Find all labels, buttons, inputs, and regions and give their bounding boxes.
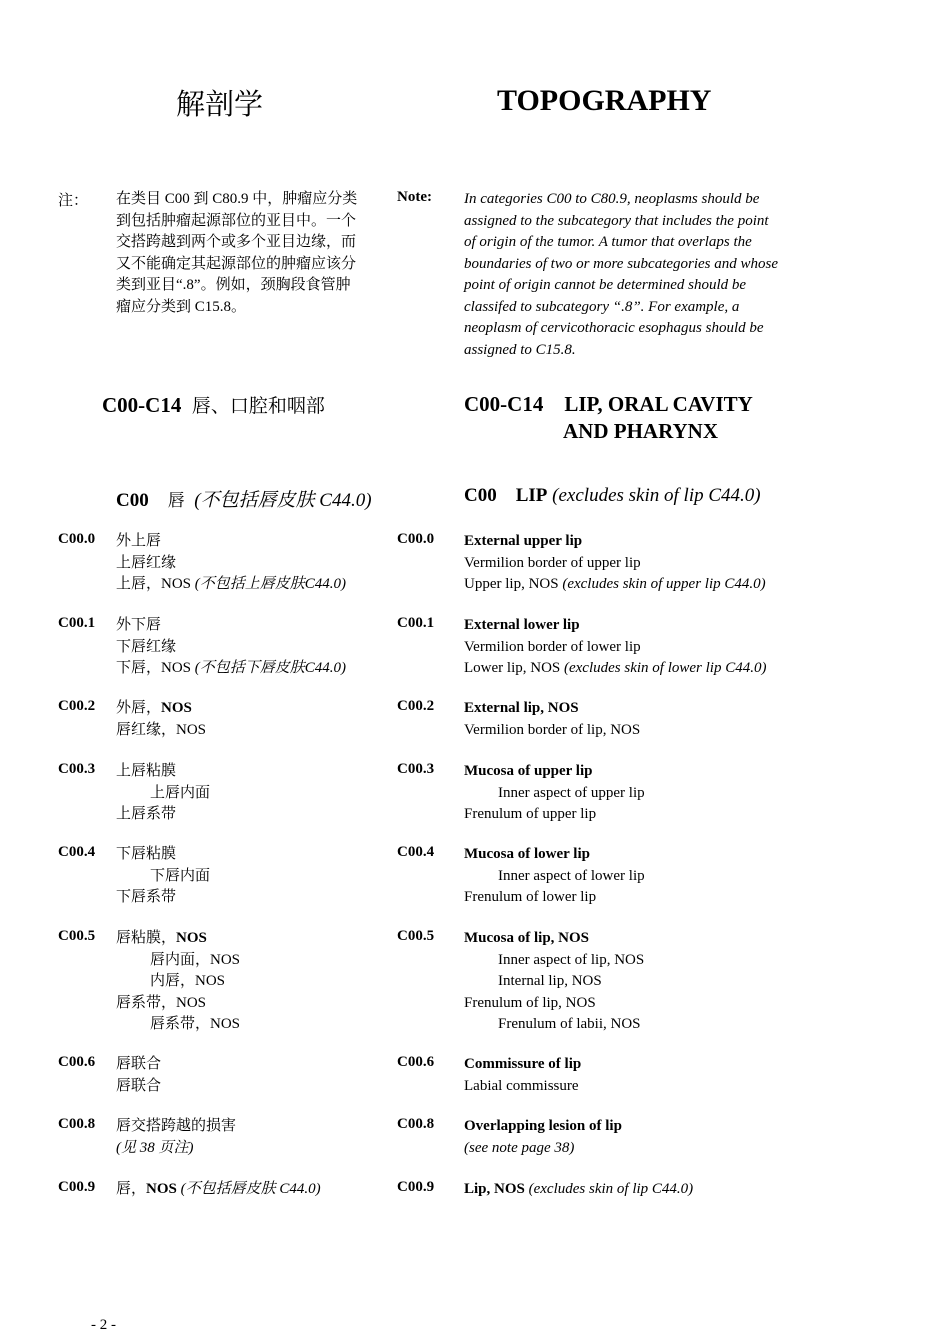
entry-text-chinese (116, 1116, 236, 1159)
section-title-english-line2: AND PHARYNX (563, 419, 718, 443)
section-code-english: C00-C14 (464, 392, 544, 416)
entry-line-english: Mucosa of upper lip (464, 763, 593, 779)
entry-line-english: Inner aspect of upper lip (498, 784, 645, 801)
entry-text-english (464, 844, 645, 909)
entry-text-english (464, 761, 645, 826)
entry-code-chinese: C00.8 (58, 1116, 96, 1132)
entry-line-english: Vermilion border of lip, NOS (464, 721, 641, 738)
entry-line-chinese: 下唇红缘 (116, 638, 177, 655)
entry-text-english (464, 531, 766, 596)
entry-line-english: Inner aspect of lip, NOS (498, 951, 645, 968)
subsection-code-chinese: C00 (116, 490, 149, 511)
entry-line-english: Mucosa of lower lip (464, 846, 590, 862)
entry-text-chinese (116, 761, 210, 826)
entry-code-chinese: C00.5 (58, 928, 96, 944)
entry-text-english (464, 615, 766, 680)
entry-text-english (464, 1116, 622, 1159)
entry-line-english: Upper lip, NOS (excludes skin of upper lip C44.0) (464, 576, 766, 592)
entry-line-chinese: 上唇红缘 (116, 554, 177, 571)
entry-line-english: Lip, NOS (excludes skin of lip C44.0) (464, 1181, 694, 1197)
entry-code-chinese: C00.0 (58, 531, 96, 547)
entry-code-chinese: C00.2 (58, 698, 96, 714)
subsection-exclusion-chinese: (不包括唇皮肤 C44.0) (194, 490, 372, 511)
entry-line-english: External lip, NOS (464, 700, 579, 716)
entry-code-chinese: C00.4 (58, 844, 96, 860)
entry-line-english: External upper lip (464, 533, 583, 549)
entry-line-english: Overlapping lesion of lip (464, 1118, 622, 1134)
entry-line-chinese: 下唇，NOS (不包括下唇皮肤C44.0) (116, 660, 347, 676)
entry-line-chinese: 唇红缘，NOS (116, 721, 207, 738)
note-label-chinese: 注： (58, 193, 89, 209)
entry-code-english: C00.3 (397, 761, 435, 777)
page-number: - 2 - (91, 1317, 116, 1333)
entry-line-chinese: 唇系带，NOS (116, 994, 207, 1011)
entry-line-chinese: 唇粘膜，NOS (116, 930, 207, 946)
entry-line-english: Lower lip, NOS (excludes skin of lower lip C44.0) (464, 660, 767, 676)
note-line-english: point of origin cannot be determined should be (464, 277, 747, 293)
entry-line-chinese: (见 38 页注) (116, 1139, 194, 1156)
entry-text-english (464, 698, 640, 741)
note-text-chinese (116, 189, 386, 318)
note-text-english (464, 189, 778, 361)
page-title-chinese: 解剖学 (176, 87, 264, 121)
entry-text-english (464, 1054, 581, 1097)
note-line-english: of origin of the tumor. A tumor that overlaps the (464, 234, 752, 250)
entry-line-chinese: 唇联合 (116, 1077, 162, 1094)
entry-code-english: C00.1 (397, 615, 435, 631)
entry-line-english: (see note page 38) (464, 1139, 575, 1156)
entry-line-english: External lower lip (464, 617, 580, 633)
entry-text-chinese (116, 698, 206, 741)
note-line-chinese: 瘤应分类到 C15.8。 (116, 298, 247, 315)
entry-line-english: Labial commissure (464, 1077, 579, 1094)
entry-code-english: C00.9 (397, 1179, 435, 1195)
section-heading-chinese (102, 391, 325, 418)
section-title-chinese: 唇、口腔和咽部 (191, 395, 325, 417)
entry-line-chinese: 唇内面，NOS (150, 951, 241, 968)
entry-code-chinese: C00.3 (58, 761, 96, 777)
entry-line-english: Frenulum of upper lip (464, 806, 597, 822)
entry-code-chinese: C00.6 (58, 1054, 96, 1070)
note-line-english: boundaries of two or more subcategories and whose (464, 255, 779, 272)
subsection-code-english: C00 (464, 485, 497, 506)
subsection-heading-chinese (116, 485, 372, 512)
entry-line-chinese: 上唇粘膜 (116, 763, 177, 779)
entry-text-english (464, 928, 644, 1036)
subsection-exclusion-english: (excludes skin of lip C44.0) (552, 485, 761, 506)
entry-line-chinese: 唇联合 (116, 1056, 162, 1072)
entry-code-english: C00.8 (397, 1116, 435, 1132)
entry-code-chinese: C00.9 (58, 1179, 96, 1195)
entry-line-english: Frenulum of lower lip (464, 889, 597, 905)
note-line-english: classifed to subcategory “.8”. For example, a (464, 298, 740, 315)
note-line-chinese: 又不能确定其起源部位的肿瘤应该分 (116, 255, 357, 272)
section-heading-english (464, 391, 753, 445)
entry-line-chinese: 唇交搭跨越的损害 (116, 1118, 237, 1134)
entry-line-english: Vermilion border of lower lip (464, 638, 641, 655)
entry-line-chinese: 下唇系带 (116, 889, 177, 905)
entry-text-chinese (116, 615, 346, 680)
entry-line-english: Commissure of lip (464, 1056, 582, 1072)
entry-line-english: Vermilion border of upper lip (464, 554, 641, 571)
subsection-name-english: LIP (515, 485, 548, 506)
entry-code-english: C00.2 (397, 698, 435, 714)
entry-text-chinese (116, 1054, 161, 1097)
note-line-english: neoplasm of cervicothoracic esophagus should be (464, 320, 764, 336)
entry-line-chinese: 唇，NOS (不包括唇皮肤 C44.0) (116, 1181, 321, 1197)
entry-code-english: C00.5 (397, 928, 435, 944)
subsection-heading-english (464, 485, 761, 507)
entry-text-chinese (116, 1179, 321, 1201)
subsection-name-chinese: 唇 (167, 491, 185, 511)
entry-line-chinese: 内唇，NOS (150, 973, 226, 989)
note-line-english: In categories C00 to C80.9, neoplasms should be (464, 191, 760, 207)
entry-line-english: Inner aspect of lower lip (498, 867, 645, 884)
note-line-chinese: 类到亚目“.8”。例如，颈胸段食管肿 (116, 277, 351, 293)
entry-text-chinese (116, 531, 346, 596)
page-title-english: TOPOGRAPHY (497, 84, 712, 117)
note-line-english: assigned to the subcategory that includes the point (464, 212, 769, 229)
entry-text-english (464, 1179, 693, 1201)
entry-line-english: Frenulum of labii, NOS (498, 1016, 641, 1032)
entry-line-chinese: 上唇，NOS (不包括上唇皮肤C44.0) (116, 576, 347, 592)
entry-line-chinese: 外下唇 (116, 617, 162, 633)
note-line-chinese: 交搭跨越到两个或多个亚目边缘，而 (116, 234, 357, 250)
note-line-english: assigned to C15.8. (464, 341, 576, 358)
entry-line-english: Internal lip, NOS (498, 973, 602, 989)
entry-line-chinese: 上唇内面 (150, 784, 211, 801)
entry-code-english: C00.6 (397, 1054, 435, 1070)
entry-line-english: Mucosa of lip, NOS (464, 930, 590, 946)
note-line-chinese: 到包括肿瘤起源部位的亚目中。一个 (116, 212, 357, 229)
entry-line-chinese: 下唇内面 (150, 867, 211, 884)
section-code-chinese: C00-C14 (102, 393, 182, 417)
entry-code-english: C00.4 (397, 844, 435, 860)
entry-line-chinese: 外唇，NOS (116, 700, 192, 716)
entry-line-chinese: 下唇粘膜 (116, 846, 177, 862)
entry-line-chinese: 外上唇 (116, 533, 162, 549)
entry-code-chinese: C00.1 (58, 615, 96, 631)
note-line-chinese: 在类目 C00 到 C80.9 中，肿瘤应分类 (116, 191, 358, 207)
entry-text-chinese (116, 844, 210, 909)
entry-code-english: C00.0 (397, 531, 435, 547)
note-label-english: Note: (397, 189, 432, 205)
entry-line-chinese: 唇系带，NOS (150, 1016, 241, 1032)
entry-text-chinese (116, 928, 240, 1036)
entry-line-english: Frenulum of lip, NOS (464, 994, 596, 1011)
section-title-english-line1: LIP, ORAL CAVITY (564, 392, 753, 416)
entry-line-chinese: 上唇系带 (116, 806, 177, 822)
